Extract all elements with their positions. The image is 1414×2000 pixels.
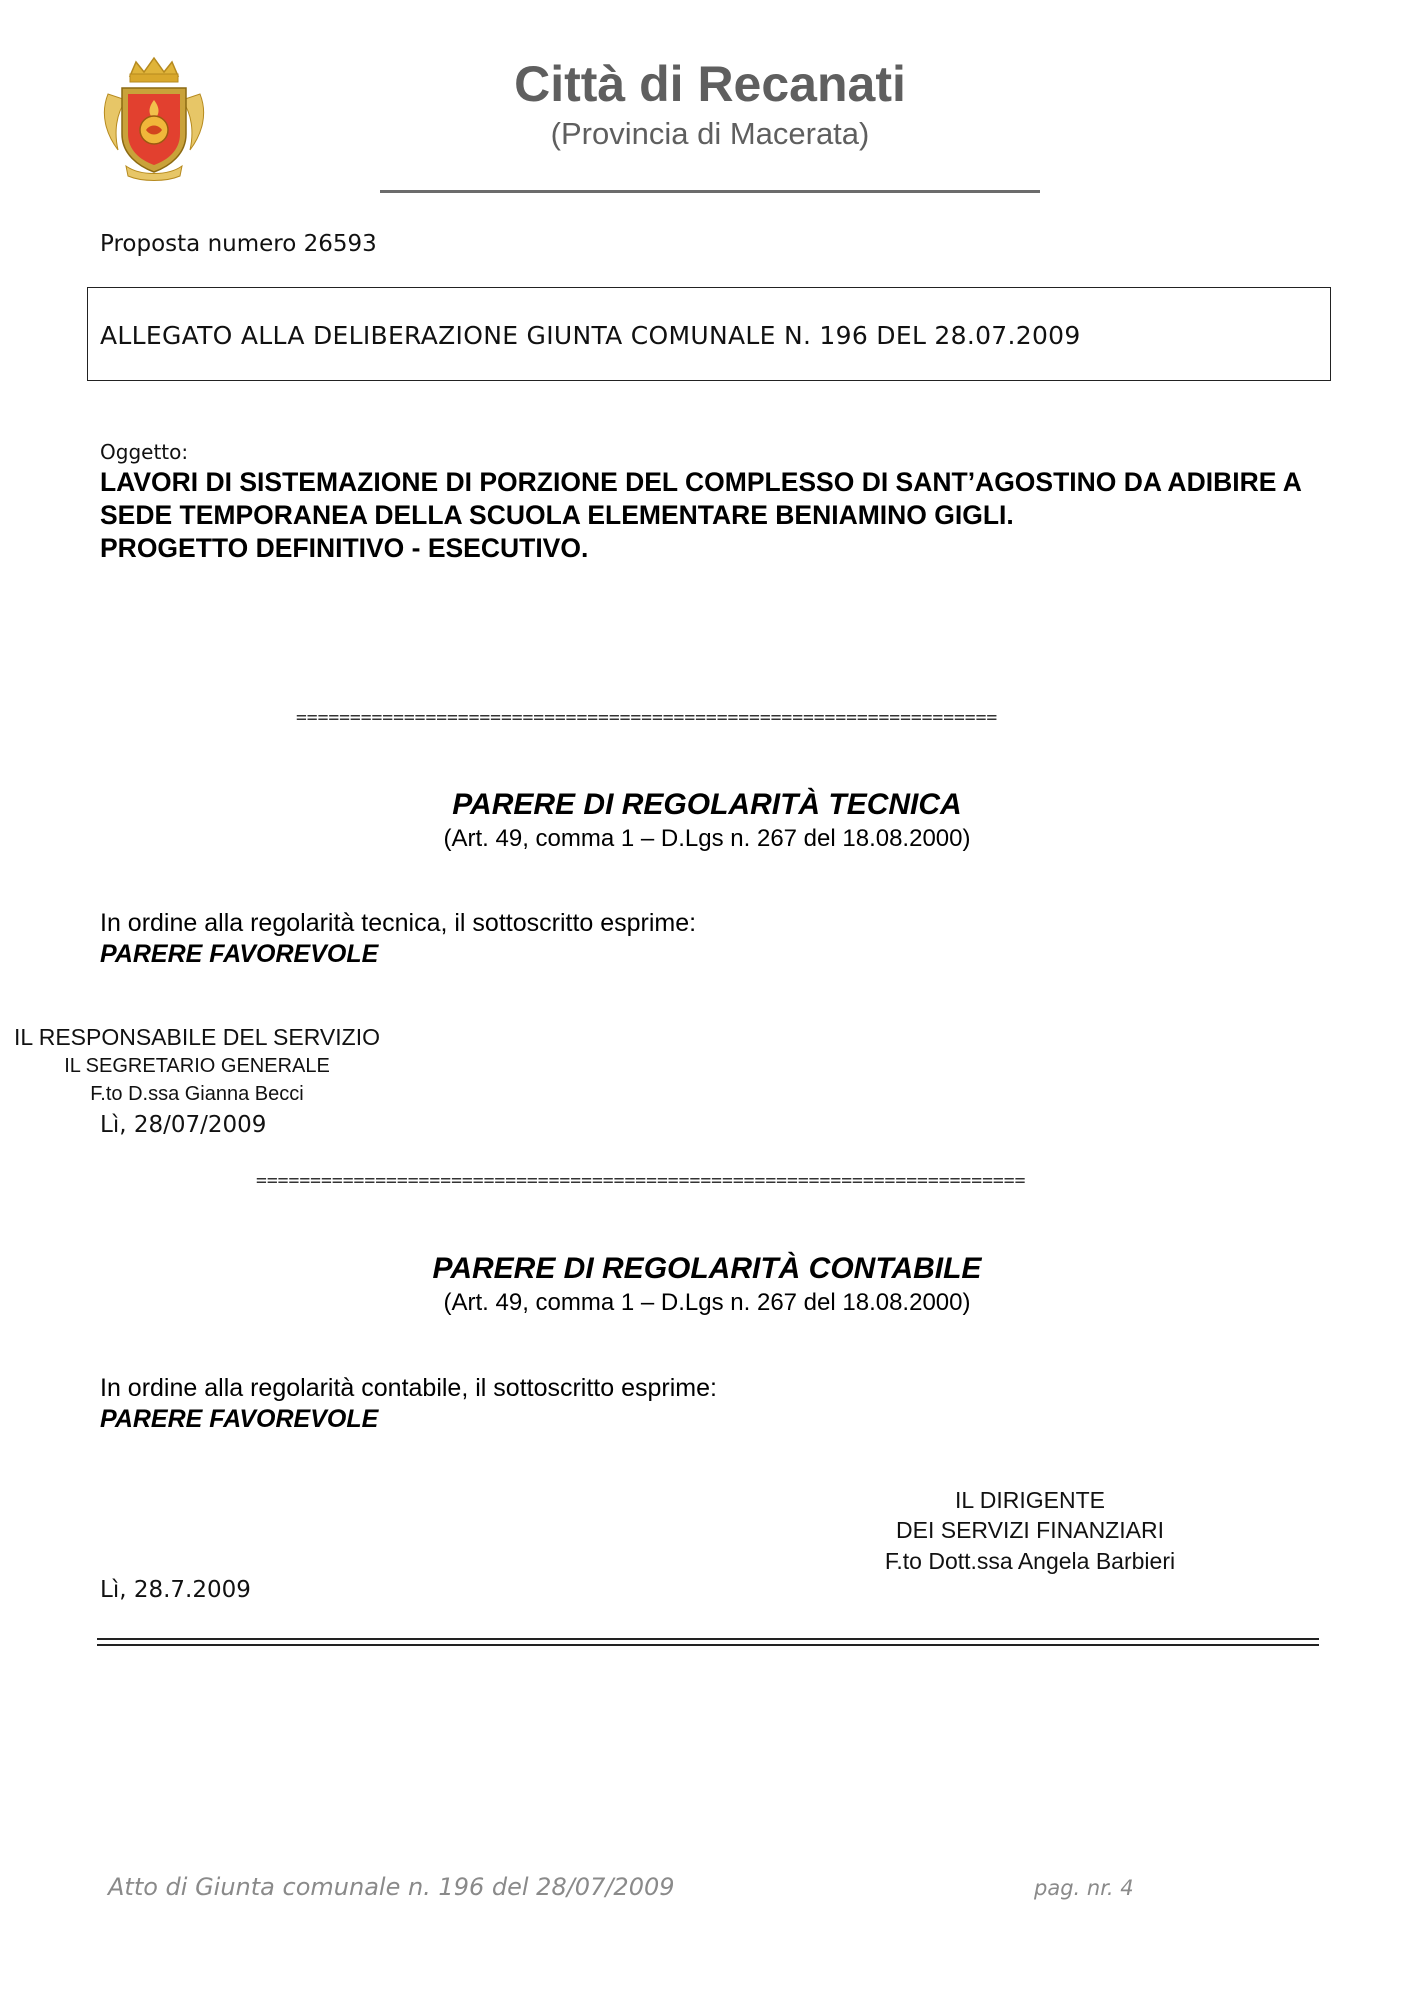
proposal-number: Proposta numero 26593 — [100, 231, 377, 257]
signatory-name: F.to D.ssa Gianna Becci — [90, 1083, 304, 1105]
subject-line: SEDE TEMPORANEA DELLA SCUOLA ELEMENTARE BENIAMINO GIGLI. — [100, 500, 1014, 530]
subject-line: LAVORI DI SISTEMAZIONE DI PORZIONE DEL COMPLESSO DI SANT’AGOSTINO DA ADIBIRE A — [100, 467, 1302, 497]
separator-line: ================================================================= — [296, 707, 998, 728]
subject-line: PROGETTO DEFINITIVO - ESECUTIVO. — [100, 533, 589, 563]
footer-act-reference: Atto di Giunta comunale n. 196 del 28/07/2009 — [108, 1873, 675, 1901]
accounting-opinion-reference: (Art. 49, comma 1 – D.Lgs n. 267 del 18.08.2000) — [443, 1289, 971, 1316]
page-number: pag. nr. 4 — [1034, 1876, 1134, 1900]
city-title: Città di Recanati — [514, 56, 906, 112]
technical-opinion-title: PARERE DI REGOLARITÀ TECNICA — [452, 788, 962, 821]
accounting-opinion-statement: In ordine alla regolarità contabile, il sottoscritto esprime: — [100, 1374, 717, 1402]
coat-of-arms-logo — [100, 54, 208, 182]
signatory-title: IL SEGRETARIO GENERALE — [64, 1055, 330, 1077]
technical-opinion-outcome: PARERE FAVOREVOLE — [100, 940, 379, 968]
closing-double-rule — [97, 1638, 1319, 1640]
header-divider — [380, 190, 1040, 193]
technical-opinion-date: Lì, 28/07/2009 — [100, 1112, 267, 1138]
subject-label: Oggetto: — [100, 440, 189, 464]
signatory-role: IL RESPONSABILE DEL SERVIZIO — [13, 1024, 380, 1050]
attachment-text: ALLEGATO ALLA DELIBERAZIONE GIUNTA COMUNALE N. 196 DEL 28.07.2009 — [100, 321, 1081, 350]
accounting-opinion-date: Lì, 28.7.2009 — [100, 1577, 251, 1603]
technical-opinion-statement: In ordine alla regolarità tecnica, il sottoscritto esprime: — [100, 909, 697, 937]
closing-double-rule — [97, 1644, 1319, 1646]
signatory-role: IL DIRIGENTE — [955, 1487, 1105, 1513]
technical-opinion-reference: (Art. 49, comma 1 – D.Lgs n. 267 del 18.08.2000) — [443, 825, 971, 852]
signatory-name: F.to Dott.ssa Angela Barbieri — [884, 1548, 1176, 1574]
coat-of-arms-icon — [100, 54, 208, 182]
province-subtitle: (Provincia di Macerata) — [550, 116, 870, 151]
separator-line: ======================================================================= — [256, 1170, 1026, 1191]
signatory-department: DEI SERVIZI FINANZIARI — [896, 1517, 1164, 1543]
accounting-opinion-outcome: PARERE FAVOREVOLE — [100, 1405, 379, 1433]
accounting-opinion-title: PARERE DI REGOLARITÀ CONTABILE — [432, 1252, 982, 1285]
subject-text — [100, 466, 1340, 565]
